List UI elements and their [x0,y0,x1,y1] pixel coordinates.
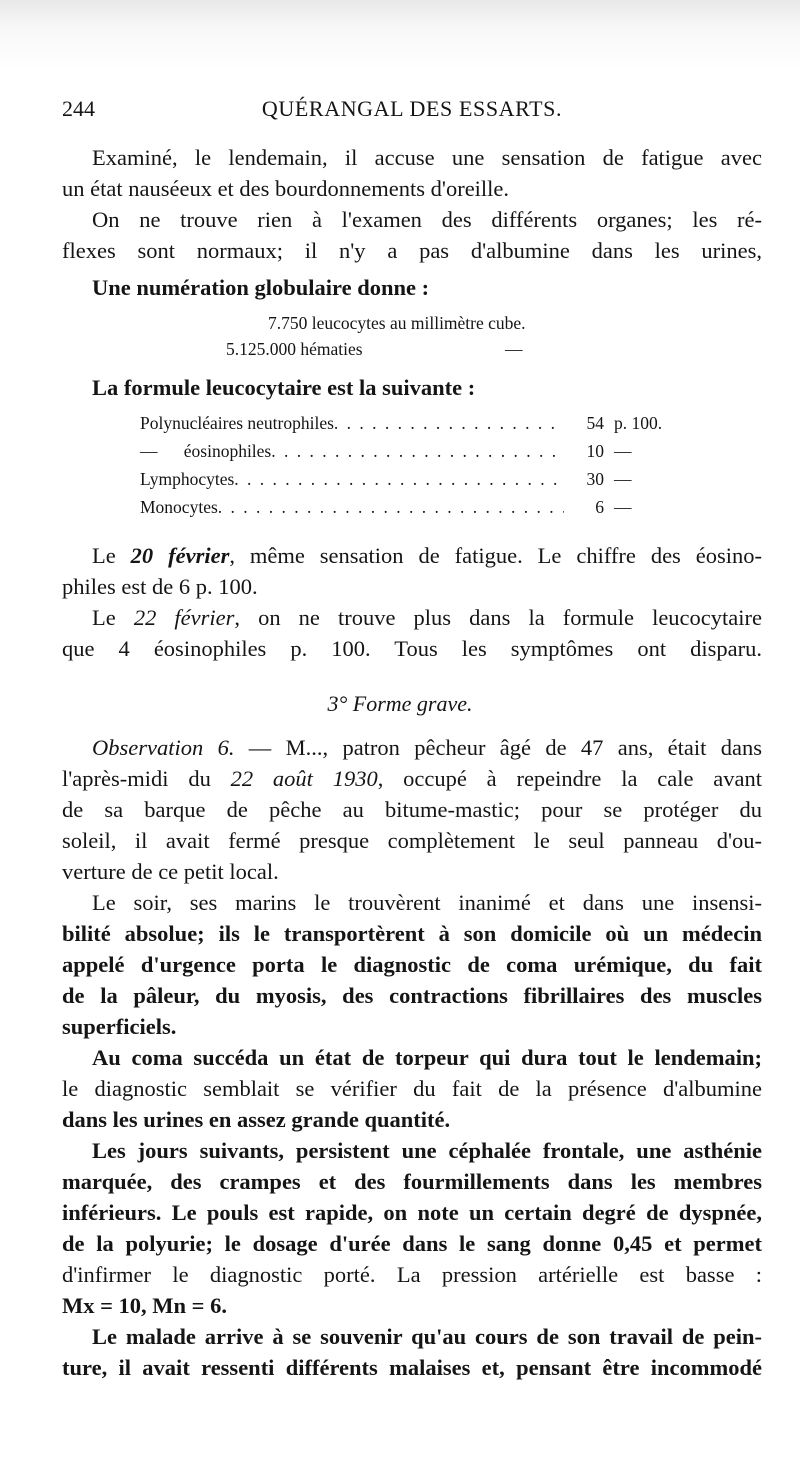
text-line: On ne trouve rien à l'examen des différents organes; les ré- [92,207,762,232]
scan-noise-band [0,0,800,70]
text-line: un état nauséeux et des bourdonnements d'oreille. [62,176,510,201]
text-line [62,763,762,794]
cell-value: 10 [586,441,604,461]
text-span: , occupé à repeindre la cale avant [377,766,762,791]
text-line: de la polyurie; le dosage d'urée dans le sang donne 0,45 et permet [62,1231,762,1256]
leader-dots [234,466,564,492]
text-line: d'infirmer le diagnostic porté. La pression artérielle est basse : [62,1262,762,1287]
text-line: flexes sont normaux; il n'y a pas d'albumine dans les urines, [62,238,762,263]
date-italic: 22 février [133,605,235,630]
leader-dots [218,494,564,520]
text-line [92,540,762,571]
text-line [92,732,762,763]
cell-value: 54 [586,413,604,433]
hematie-count: 5.125.000 hématies [226,339,363,359]
text-span: Le [92,605,134,630]
formula-row [140,494,700,520]
text-line: Une numération globulaire donne : [92,275,430,300]
text-span: l'après-midi du [62,766,231,791]
text-line: Les jours suivants, persistent une céphalée frontale, une asthénie [92,1138,762,1163]
running-head: QUÉRANGAL DES ESSARTS. [261,96,563,121]
observation-label: Observation 6. [92,735,235,760]
text-line: le diagnostic semblait se vérifier du fait de la présence d'albumine [62,1076,762,1101]
cell-name: Lymphocytes [140,469,235,489]
cell-unit: — [614,497,632,517]
text-line: Le malade arrive à se souvenir qu'au cours de son travail de pein- [92,1324,762,1349]
text-line: La formule leucocytaire est la suivante : [92,375,476,400]
text-span: , on ne trouve plus dans la formule leucocytaire [234,605,762,630]
cell-value: 30 [586,469,604,489]
cell-unit: — [614,469,632,489]
date-italic: 20 février [130,543,230,568]
date-italic: 22 août 1930 [230,766,378,791]
section-title: 3° Forme grave. [327,691,473,716]
text-line: inférieurs. Le pouls est rapide, on note un certain degré de dyspnée, [62,1200,762,1225]
page-number: 244 [62,96,95,121]
text-line: superficiels. [62,1014,177,1039]
formula-row [140,438,700,464]
ditto-mark: — [505,339,523,359]
text-line [92,602,762,633]
text-line: dans les urines en assez grande quantité. [62,1107,451,1132]
text-line: appelé d'urgence porta le diagnostic de coma urémique, du fait [62,952,762,977]
text-span: — M..., patron pêcheur âgé de 47 ans, était dans [234,735,762,760]
text-line: marquée, des crampes et des fourmillements dans les membres [62,1169,762,1194]
text-line: de sa barque de pêche au bitume-mastic; pour se protéger du [62,797,762,822]
text-line: philes est de 6 p. 100. [62,574,258,599]
leucocyte-count: 7.750 leucocytes au millimètre cube. [268,313,526,333]
text-line: ture, il avait ressenti différents malaises et, pensant être incommodé [62,1355,762,1380]
formula-row [140,466,700,492]
text-span: Le [92,543,131,568]
text-line: Au coma succéda un état de torpeur qui dura tout le lendemain; [92,1045,762,1070]
text-line: que 4 éosinophiles p. 100. Tous les symptômes ont disparu. [62,636,762,661]
cell-value: 6 [595,497,604,517]
text-line: soleil, il avait fermé presque complètement le seul panneau d'ou- [62,828,762,853]
text-line: Examiné, le lendemain, il accuse une sensation de fatigue avec [92,145,762,170]
page-header [62,96,762,132]
leader-dots [271,438,564,464]
text-line: Mx = 10, Mn = 6. [62,1293,228,1318]
cell-name: — éosinophiles [140,441,272,461]
text-line: de la pâleur, du myosis, des contractions fibrillaires des muscles [62,983,762,1008]
text-line: Le soir, ses marins le trouvèrent inanimé et dans une insensi- [92,890,762,915]
text-line: bilité absolue; ils le transportèrent à son domicile où un médecin [62,921,762,946]
text-span: , même sensation de fatigue. Le chiffre des éosino- [229,543,762,568]
cell-name: Monocytes [140,497,218,517]
text-line: verture de ce petit local. [62,859,279,884]
cell-unit: p. 100. [614,413,663,433]
cell-unit: — [614,441,632,461]
leader-dots [334,410,564,436]
cell-name: Polynucléaires neutrophiles [140,413,334,433]
formula-row [140,410,700,436]
